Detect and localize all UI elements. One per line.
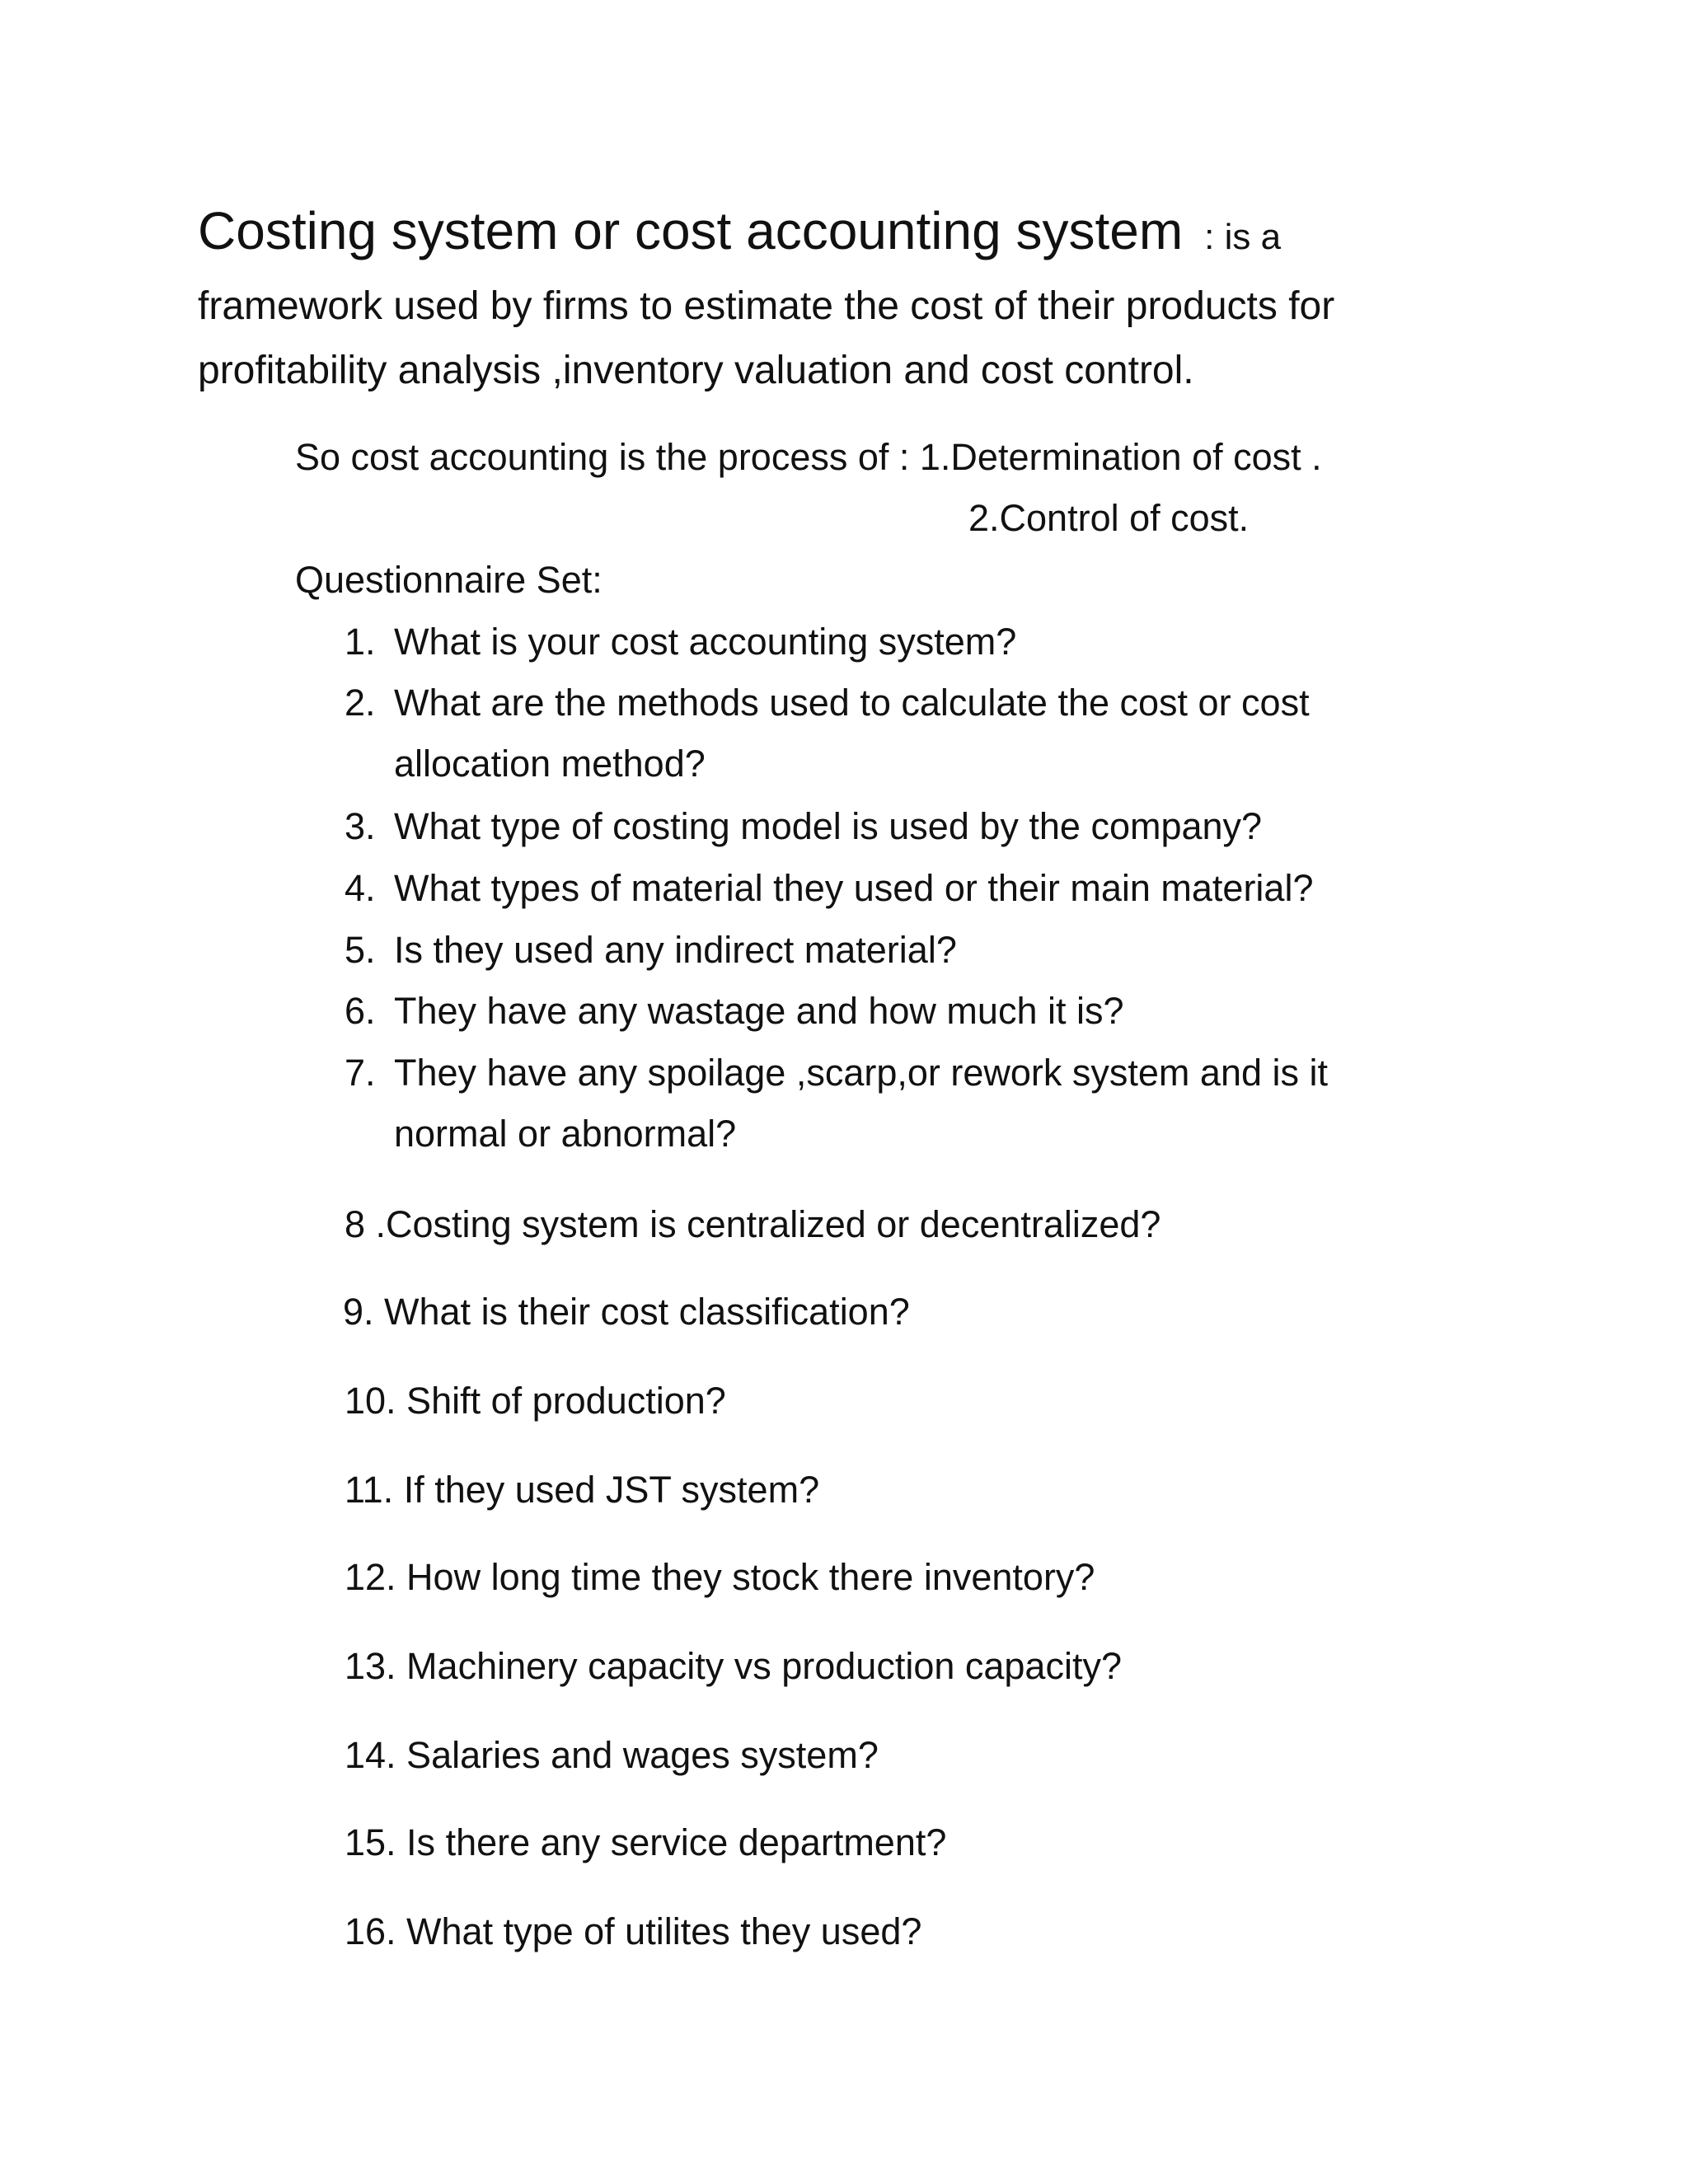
- question-text: Is they used any indirect material?: [394, 929, 957, 971]
- question-line: 14. Salaries and wages system?: [345, 1734, 879, 1776]
- questionnaire-label: Questionnaire Set:: [295, 559, 603, 601]
- process-intro: So cost accounting is the process of : 1.Determination of cost .: [295, 436, 1322, 478]
- question-number: 7.: [345, 1052, 376, 1094]
- question-text-continued: normal or abnormal?: [394, 1113, 737, 1155]
- heading-tail: : is a: [1204, 217, 1282, 257]
- question-text-continued: allocation method?: [394, 743, 706, 785]
- heading-line: [198, 201, 1282, 260]
- question-number: 6.: [345, 990, 376, 1032]
- question-number: 1.: [345, 621, 376, 663]
- question-line: 10. Shift of production?: [345, 1380, 726, 1422]
- question-line: 9. What is their cost classification?: [343, 1291, 910, 1333]
- question-text: What are the methods used to calculate the cost or cost: [394, 682, 1310, 724]
- question-text: They have any wastage and how much it is?: [394, 990, 1124, 1032]
- heading-title: Costing system or cost accounting system: [198, 201, 1184, 260]
- question-text: What type of costing model is used by the company?: [394, 805, 1263, 847]
- definition-line-3: profitability analysis ,inventory valuation and cost control.: [198, 349, 1194, 392]
- definition-line-2: framework used by firms to estimate the cost of their products for: [198, 284, 1335, 328]
- question-number: 2.: [345, 682, 376, 724]
- question-text: What types of material they used or their main material?: [394, 867, 1314, 909]
- process-second-step: 2.Control of cost.: [968, 497, 1250, 539]
- question-number: 5.: [345, 929, 376, 971]
- question-line: 13. Machinery capacity vs production capacity?: [345, 1645, 1122, 1687]
- question-text: What is your cost accounting system?: [394, 621, 1017, 663]
- question-number: 4.: [345, 867, 376, 909]
- question-number: 3.: [345, 805, 376, 847]
- question-line: 15. Is there any service department?: [345, 1821, 947, 1863]
- question-line: 11. If they used JST system?: [345, 1469, 820, 1511]
- question-line: 12. How long time they stock there inventory?: [345, 1556, 1095, 1598]
- question-line: 16. What type of utilites they used?: [345, 1910, 922, 1952]
- question-text: They have any spoilage ,scarp,or rework system and is it: [394, 1052, 1328, 1094]
- question-line: 8 .Costing system is centralized or decentralized?: [345, 1203, 1161, 1245]
